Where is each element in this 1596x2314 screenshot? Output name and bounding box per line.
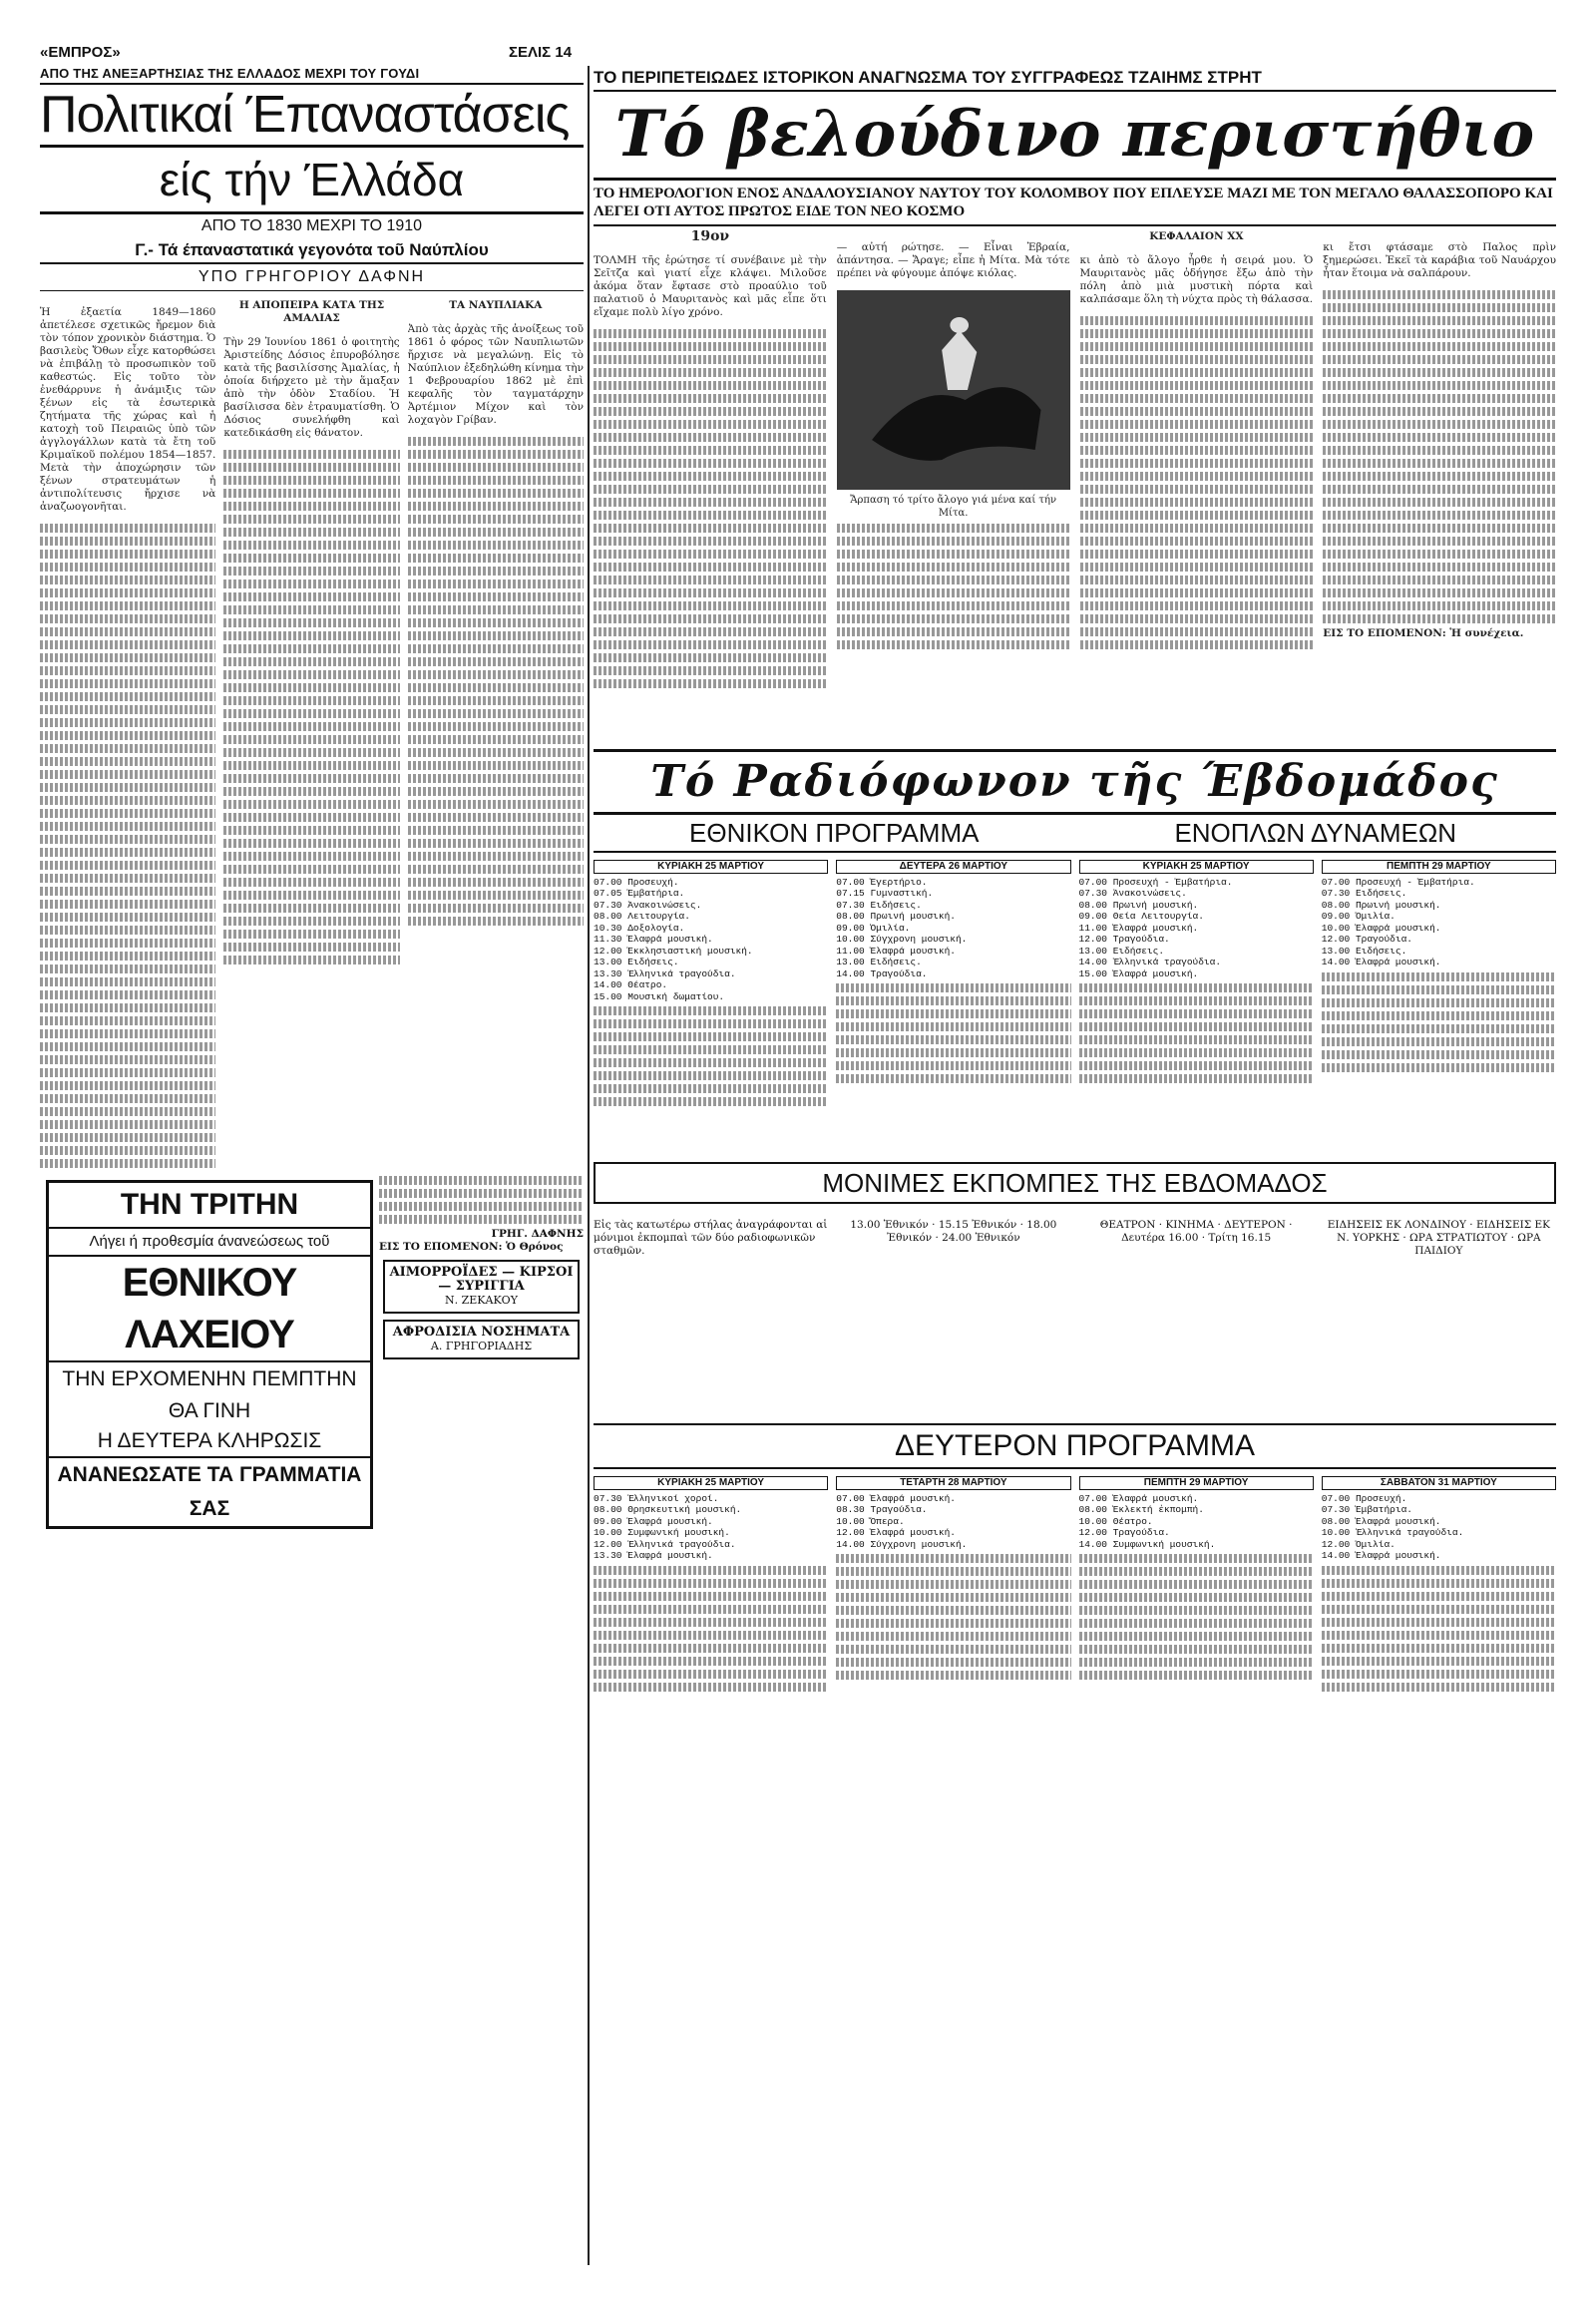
schedule-item: 08.00 Πρωινή μουσική. bbox=[836, 911, 956, 922]
ad-line-3: ΕΘΝΙΚΟΥ ΛΑΧΕΙΟΥ bbox=[49, 1255, 370, 1362]
schedule-item: 14.00 Συμφωνική μουσική. bbox=[1078, 1538, 1216, 1550]
small-ad-2-title: ΑΦΡΟΔΙΣΙΑ ΝΟΣΗΜΑΤΑ bbox=[392, 1325, 571, 1340]
left-byline: ΥΠΟ ΓΡΗΓΟΡΙΟΥ ΔΑΦΝΗ bbox=[40, 264, 584, 291]
schedule-day: ΚΥΡΙΑΚΗ 25 ΜΑΡΤΙΟΥ bbox=[594, 1476, 828, 1490]
schedule-item: 11.00 Ἐλαφρά μουσική. bbox=[836, 945, 956, 957]
schedule-item: 07.00 Ἐγερτήριο. bbox=[836, 876, 928, 888]
second-program-heading: ΔΕΥΤΕΡΟΝ ΠΡΟΓΡΑΜΜΑ bbox=[594, 1423, 1556, 1469]
schedule-item: 14.00 Ἑλληνικά τραγούδια. bbox=[1078, 957, 1222, 967]
schedule-item: 07.00 Προσευχή. bbox=[594, 876, 679, 888]
small-ad-1 bbox=[383, 1260, 580, 1314]
weekly-news: ΕΙΔΗΣΕΙΣ ΕΚ ΛΟΝΔΙΝΟΥ · ΕΙΔΗΣΕΙΣ ΕΚ Ν. ΥΟΡΚΗΣ · ΩΡΑ ΣΤΡΑΤΙΩΤΟΥ · ΩΡΑ ΠΑΙΔΙΟΥ bbox=[1327, 1218, 1551, 1257]
lottery-ad bbox=[46, 1180, 373, 1529]
right-article bbox=[594, 66, 1556, 2265]
schedule-day: ΠΕΜΠΤΗ 29 ΜΑΡΤΙΟΥ bbox=[1322, 860, 1556, 874]
left-col-2 bbox=[223, 295, 399, 1172]
schedule-item: 12.00 Ἐλαφρά μουσική. bbox=[836, 1527, 956, 1538]
schedule-item: 07.30 Ἀνακοινώσεις. bbox=[1078, 888, 1187, 899]
schedule-item: 07.30 Ἀνακοινώσεις. bbox=[594, 899, 702, 911]
schedule-item: 10.00 Συμφωνική μουσική. bbox=[594, 1527, 730, 1538]
small-ad-1-name: Ν. ΖΕΚΑΚΟΥ bbox=[445, 1294, 518, 1307]
left-kicker: ΑΠΟ ΤΗΣ ΑΝΕΞΑΡΤΗΣΙΑΣ ΤΗΣ ΕΛΛΑΔΟΣ ΜΕΧΡΙ ΤΟΥ ΓΟΥΔΙ bbox=[40, 66, 584, 85]
schedule-col-3 bbox=[1079, 857, 1314, 1156]
story-col-4 bbox=[1323, 230, 1556, 749]
schedule-item: 14.00 Θέατρο. bbox=[594, 979, 668, 990]
small-ad-1-title: ΑΙΜΟΡΡΟΪΔΕΣ — ΚΙΡΣΟΙ — ΣΥΡΙΓΓΙΑ bbox=[389, 1265, 574, 1294]
left-bottom bbox=[40, 1172, 584, 1529]
schedule-item: 07.00 Προσευχή - Ἐμβατήρια. bbox=[1078, 876, 1233, 888]
schedule-col-4 bbox=[1322, 857, 1556, 1156]
schedule2-col-4 bbox=[1322, 1473, 1556, 1832]
schedule-item: 14.00 Ἐλαφρά μουσική. bbox=[1321, 1550, 1441, 1561]
schedule-item: 07.15 Γυμναστική. bbox=[836, 888, 934, 899]
schedule-item: 08.30 Τραγούδια. bbox=[836, 1504, 928, 1515]
weekly-programs bbox=[594, 1208, 1556, 1417]
schedule-item: 13.00 Ειδήσεις. bbox=[1321, 945, 1407, 957]
schedule-item: 07.30 Ειδήσεις. bbox=[1321, 888, 1407, 899]
story-illustration bbox=[837, 290, 1070, 490]
weekly-times: 13.00 Ἐθνικόν · 15.15 Ἐθνικόν · 18.00 Ἐθνικόν · 24.00 Ἐθνικόν bbox=[850, 1218, 1057, 1244]
story-col1-text: ΤΟΛΜΗ τῆς ἐρώτησε τί συνέβαινε μὲ τὴν Σεῖτζα καὶ γιατί εἶχε κλάψει. Μιλοῦσε ἀκόμα ὅταν ἔφτασε στὸ προαύλιο τοῦ παλατιοῦ ὁ Μαυριτανὸς καὶ μᾶς εἶπε ὅτι εἴχαμε πολὺ λίγο χρόνο. bbox=[594, 253, 827, 318]
schedule-item: 10.00 Ὄπερα. bbox=[836, 1515, 905, 1527]
weekly-title: ΜΟΝΙΜΕΣ ΕΚΠΟΜΠΕΣ ΤΗΣ ΕΒΔΟΜΑΔΟΣ bbox=[594, 1162, 1556, 1204]
schedule-item: 08.00 Πρωινή μουσική. bbox=[1321, 899, 1441, 911]
schedule2-col-1 bbox=[594, 1473, 828, 1832]
schedule-item: 13.00 Ειδήσεις. bbox=[594, 957, 679, 967]
schedule-2 bbox=[594, 1473, 1556, 1832]
schedule-item: 14.00 Σύγχρονη μουσική. bbox=[836, 1538, 968, 1550]
schedule-item: 10.00 Ἐλαφρά μουσική. bbox=[1321, 922, 1441, 934]
story-col2-text: — αὐτή ρώτησε. — Εἶναι Ἑβραία, ἀπάντησα. — Ἄραγε; εἶπε ἡ Μίτα. Μὰ τότε πρέπει νὰ φύγουμε ἀπόψε κιόλας. bbox=[836, 240, 1070, 279]
program-headings bbox=[594, 815, 1556, 853]
schedule-item: 13.30 Ἐλαφρά μουσική. bbox=[594, 1550, 713, 1561]
schedule-item: 13.30 Ἑλληνικά τραγούδια. bbox=[594, 967, 736, 979]
left-col3-text: Ἀπὸ τὰς ἀρχὰς τῆς ἀνοίξεως τοῦ 1861 ὁ φόρος τῶν Ναυπλιωτῶν ἤρχισε νὰ μεγαλώνῃ. Εἰς τὸ Ναύπλιον ἐξεδηλώθη κίνημα τὴν 1 Φεβρουαρίου 1862 μὲ ἐπὶ κεφαλῆς τὸν ταγματάρχην Ἀρτέμιον Μίχον καὶ τὸν λοχαγὸν Γρίβαν. bbox=[407, 322, 584, 426]
schedule-item: 15.00 Μουσική δωματίου. bbox=[594, 990, 725, 1002]
schedule-item: 07.05 Ἐμβατήρια. bbox=[594, 888, 685, 899]
story-next: ΕΙΣ ΤΟ ΕΠΟΜΕΝΟΝ: Ἡ συνέχεια. bbox=[1323, 627, 1524, 639]
schedule-item: 08.00 Πρωινή μουσική. bbox=[1078, 899, 1199, 911]
schedule-item: 12.00 Ἐκκλησιαστική μουσική. bbox=[594, 945, 753, 957]
ad-line-7: ΑΝΑΝΕΩΣΑΤΕ ΤΑ ΓΡΑΜΜΑΤΙΑ ΣΑΣ bbox=[49, 1456, 370, 1526]
story-col3-text: κι ἀπὸ τὸ ἄλογο ἦρθε ἡ σειρά μου. Ὁ Μαυριτανὸς μᾶς ὁδήγησε ἔξω ἀπὸ τὴν πόλη ἀπὸ μιὰ μυστικὴ πόρτα καὶ καλπάσαμε ὅλη τὴ νύχτα πρὸς τὴ θάλασσα. bbox=[1079, 253, 1314, 305]
schedule-item: 09.00 Ἐλαφρά μουσική. bbox=[594, 1515, 713, 1527]
left-col1-text: Ἡ ἐξαετία 1849—1860 ἀπετέλεσε σχετικῶς ἤρεμον διὰ τὸν τόπον χρονικὸν διάστημα. Ὁ βασιλεὺς Ὄθων εἶχε κατορθώσει νὰ ἐπιβάλῃ τὸ προσωπικὸν τοῦ καθεστώς. Εἰς τοῦτο τὸν ἐνεθάρρυνε ἡ ἀνάμιξις τῶν ξένων εἰς τὰ ἐσωτερικὰ ζητήματα τῆς χώρας καὶ ἡ κατοχὴ τοῦ Πειραιῶς ὑπὸ τῶν ἀγγλογάλλων κατὰ τὰ ἔτη τοῦ Κριμαϊκοῦ πολέμου 1854—1857. Μετὰ τὴν ἀποχώρησιν τῶν ξένων στρατευμάτων ἡ ἀντιπολίτευσις ἤρχισε νὰ ἀναζωογονῆται. bbox=[40, 305, 216, 513]
schedule-item: 10.30 Δοξολογία. bbox=[594, 922, 685, 934]
schedule-item: 11.30 Ἐλαφρά μουσική. bbox=[594, 934, 713, 945]
schedule-item: 12.00 Τραγούδια. bbox=[1078, 934, 1170, 945]
schedule-item: 10.00 Θέατρο. bbox=[1078, 1515, 1153, 1527]
left-subtitle: είς τήν Έλλάδα bbox=[40, 148, 584, 214]
weekly-col-3 bbox=[1079, 1208, 1314, 1417]
left-bottom-right bbox=[379, 1172, 584, 1529]
small-ad-2 bbox=[383, 1320, 580, 1359]
ad-line-1: ΤΗΝ ΤΡΙΤΗΝ bbox=[49, 1183, 370, 1229]
armed-forces-heading: ΕΝΟΠΛΩΝ ΔΥΝΑΜΕΩΝ bbox=[1075, 815, 1557, 853]
schedule-col-1 bbox=[594, 857, 828, 1156]
schedule-day: ΚΥΡΙΑΚΗ 25 ΜΑΡΤΙΟΥ bbox=[1079, 860, 1314, 874]
schedule-1 bbox=[594, 857, 1556, 1156]
schedule-item: 07.00 Ἐλαφρά μουσική. bbox=[1078, 1492, 1199, 1504]
ad-line-5: ΘΑ ΓΙΝΗ bbox=[168, 1399, 251, 1422]
schedule-item: 07.30 Ειδήσεις. bbox=[836, 899, 922, 911]
small-ad-2-name: Α. ΓΡΗΓΟΡΙΑΔΗΣ bbox=[430, 1340, 533, 1352]
schedule-day: ΠΕΜΠΤΗ 29 ΜΑΡΤΙΟΥ bbox=[1079, 1476, 1314, 1490]
ad-column bbox=[40, 1172, 379, 1529]
left-dateline: ΑΠΟ ΤΟ 1830 ΜΕΧΡΙ ΤΟ 1910 bbox=[200, 217, 423, 234]
weekly-theatre: ΘΕΑΤΡΟΝ · ΚΙΝΗΜΑ · ΔΕΥΤΕΡΟΝ · Δευτέρα 16.00 · Τρίτη 16.15 bbox=[1099, 1218, 1293, 1244]
weekly-intro: Εἰς τὰς κατωτέρω στήλας ἀναγράφονται αἱ μόνιμοι ἐκπομπαὶ τῶν δύο ραδιοφωνικῶν σταθμῶν. bbox=[594, 1218, 828, 1257]
left-col2-heading: Η ΑΠΟΠΕΙΡΑ ΚΑΤΑ ΤΗΣ ΑΜΑΛΙΑΣ bbox=[238, 299, 385, 324]
schedule-item: 11.00 Ἐλαφρά μουσική. bbox=[1078, 922, 1199, 934]
ad-line-6: Η ΔΕΥΤΕΡΑ ΚΛΗΡΩΣΙΣ bbox=[97, 1429, 322, 1452]
schedule-item: 09.00 Θεία Λειτουργία. bbox=[1078, 911, 1204, 922]
schedule-item: 12.00 Τραγούδια. bbox=[1321, 934, 1412, 945]
schedule-item: 13.00 Ειδήσεις. bbox=[1078, 945, 1165, 957]
schedule-col-2 bbox=[836, 857, 1070, 1156]
national-program-heading: ΕΘΝΙΚΟΝ ΠΡΟΓΡΑΜΜΑ bbox=[594, 815, 1075, 853]
left-part: Γ.- Τά έπαναστατικά γεγονότα τοῦ Ναύπλίου bbox=[40, 238, 584, 264]
right-title: Τό βελούδινο περιστήθιο bbox=[594, 92, 1556, 181]
schedule-item: 07.00 Προσευχή. bbox=[1321, 1492, 1407, 1504]
schedule-item: 12.00 Τραγούδια. bbox=[1078, 1527, 1170, 1538]
left-col-3 bbox=[408, 295, 584, 1172]
weekly-col-2 bbox=[836, 1208, 1070, 1417]
right-deck: ΤΟ ΗΜΕΡΟΛΟΓΙΟΝ ΕΝΟΣ ΑΝΔΑΛΟΥΣΙΑΝΟΥ ΝΑΥΤΟΥ ΤΟΥ ΚΟΛΟΜΒΟΥ ΠΟΥ ΕΠΛΕΥΣΕ ΜΑΖΙ ΜΕ ΤΟΝ ΜΕΓΑΛΟ ΘΑΛΑΣΣΟΠΟΡΟ ΚΑΙ ΛΕΓΕΙ ΟΤΙ ΑΥΤΟΣ ΠΡΩΤΟΣ ΕΙΔΕ ΤΟΝ ΝΕΟ ΚΟΣΜΟ bbox=[594, 181, 1556, 226]
ad-line-2: Λήγει ή προθεσμία άνανεώσεως τοῦ bbox=[89, 1233, 330, 1250]
schedule-day: ΔΕΥΤΕΡΑ 26 ΜΑΡΤΙΟΥ bbox=[836, 860, 1070, 874]
left-title: Πολιτικαί Έπαναστάσεις bbox=[40, 85, 584, 148]
radio-title: Τό Ραδιόφωνον τῆς Έβδομάδος bbox=[594, 749, 1556, 815]
schedule-day: ΤΕΤΑΡΤΗ 28 ΜΑΡΤΙΟΥ bbox=[836, 1476, 1070, 1490]
schedule-item: 09.00 Ὁμιλία. bbox=[1321, 911, 1396, 922]
left-col-1 bbox=[40, 295, 215, 1172]
schedule-item: 08.00 Ἐλαφρά μουσική. bbox=[1321, 1515, 1441, 1527]
schedule-item: 12.00 Ἑλληνικά τραγούδια. bbox=[594, 1538, 736, 1550]
page-number: ΣΕΛΙΣ 14 bbox=[509, 44, 573, 61]
story-col-1 bbox=[594, 230, 827, 749]
schedule-day: ΣΑΒΒΑΤΟΝ 31 ΜΑΡΤΙΟΥ bbox=[1322, 1476, 1556, 1490]
schedule-item: 14.00 Τραγούδια. bbox=[836, 967, 928, 979]
left-col3-heading: ΤΑ ΝΑΥΠΛΙΑΚΑ bbox=[449, 299, 543, 311]
schedule-item: 07.00 Ἐλαφρά μουσική. bbox=[836, 1492, 956, 1504]
chapter-2: ΚΕΦΑΛΑΙΟΝ ΧΧ bbox=[1149, 230, 1244, 242]
paper-name: «ΕΜΠΡΟΣ» bbox=[40, 44, 121, 61]
weekly-col-1 bbox=[594, 1208, 828, 1417]
left-article bbox=[40, 66, 584, 2265]
schedule-day: ΚΥΡΙΑΚΗ 25 ΜΑΡΤΙΟΥ bbox=[594, 860, 828, 874]
schedule-item: 14.00 Ἐλαφρά μουσική. bbox=[1321, 957, 1441, 967]
schedule2-col-2 bbox=[836, 1473, 1070, 1832]
right-kicker: ΤΟ ΠΕΡΙΠΕΤΕΙΩΔΕΣ ΙΣΤΟΡΙΚΟΝ ΑΝΑΓΝΩΣΜΑ ΤΟΥ ΣΥΓΓΡΑΦΕΩΣ ΤΖΑΙΗΜΣ ΣΤΡΗΤ bbox=[594, 66, 1556, 92]
story-col-2 bbox=[837, 230, 1070, 749]
left-next: ΕΙΣ ΤΟ ΕΠΟΜΕΝΟΝ: Ὁ Θρόνος bbox=[379, 1241, 564, 1253]
schedule-item: 08.00 Θρησκευτική μουσική. bbox=[594, 1504, 742, 1515]
schedule-item: 10.00 Σύγχρονη μουσική. bbox=[836, 934, 968, 945]
chapter-number: 19ον bbox=[690, 230, 730, 244]
newspaper-page bbox=[40, 40, 1556, 2274]
schedule-item: 12.00 Ὁμιλία. bbox=[1321, 1538, 1396, 1550]
schedule-item: 07.00 Προσευχή - Ἐμβατήρια. bbox=[1321, 876, 1475, 888]
weekly-col-4 bbox=[1322, 1208, 1556, 1417]
masthead bbox=[40, 40, 1556, 64]
story-col4-text: κι ἔτσι φτάσαμε στὸ Παλος πρὶν ξημερώσει. Ἐκεῖ τὰ καράβια τοῦ Ναυάρχου ἦταν ἕτοιμα νὰ σαλπάρουν. bbox=[1323, 240, 1556, 279]
column-divider bbox=[588, 66, 590, 2265]
schedule-item: 07.30 Ἑλληνικοί χοροί. bbox=[594, 1492, 719, 1504]
author-sign: ΓΡΗΓ. ΔΑΦΝΗΣ bbox=[491, 1228, 584, 1240]
story-col-3 bbox=[1080, 230, 1314, 749]
illustration-caption: Ἄρπαση τό τρίτο ἄλογο γιά μένα καί τήν Μίτα. bbox=[850, 495, 1057, 519]
schedule-item: 13.00 Ειδήσεις. bbox=[836, 957, 922, 967]
horse-riders-icon bbox=[837, 290, 1070, 490]
left-col2-text: Τὴν 29 Ἰουνίου 1861 ὁ φοιτητὴς Ἀριστείδης Δόσιος ἐπυροβόλησε κατὰ τῆς βασιλίσσης Ἀμαλίας, ἡ ὁποία διήρχετο μὲ τὴν ἅμαξαν ἀπὸ τὴν ὁδὸν Σταδίου. Ἡ βασίλισσα δὲν ἐτραυματίσθη. Ὁ Δόσιος συνελήφθη καὶ κατεδικάσθη εἰς θάνατον. bbox=[223, 335, 400, 439]
schedule-item: 09.00 Ὁμιλία. bbox=[836, 922, 911, 934]
schedule-item: 07.30 Ἐμβατήρια. bbox=[1321, 1504, 1412, 1515]
story-columns bbox=[594, 230, 1556, 749]
schedule2-col-3 bbox=[1079, 1473, 1314, 1832]
schedule-item: 10.00 Ἑλληνικά τραγούδια. bbox=[1321, 1527, 1464, 1538]
left-text-columns bbox=[40, 295, 584, 1172]
schedule-item: 15.00 Ἐλαφρά μουσική. bbox=[1078, 967, 1199, 979]
schedule-item: 08.00 Λειτουργία. bbox=[594, 911, 690, 922]
schedule-item: 08.00 Ἐκλεκτή ἐκπομπή. bbox=[1078, 1504, 1204, 1515]
ad-line-4: ΤΗΝ ΕΡΧΟΜΕΝΗΝ ΠΕΜΠΤΗΝ bbox=[62, 1367, 357, 1390]
